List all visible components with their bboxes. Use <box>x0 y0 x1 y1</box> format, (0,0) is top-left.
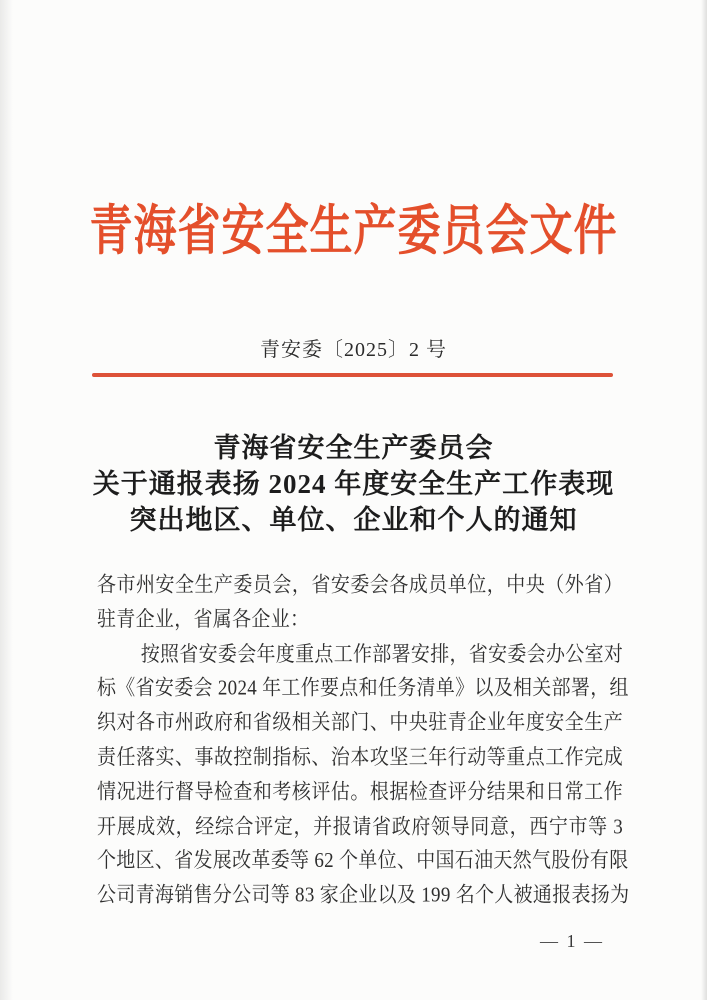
body-line: 个地区、省发展改革委等 62 个单位、中国石油天然气股份有限 <box>97 849 629 873</box>
letterhead-title: 青海省安全生产委员会文件 <box>89 202 618 262</box>
notice-title <box>0 430 707 538</box>
notice-title-line-2: 关于通报表扬 2024 年度安全生产工作表现 <box>92 469 615 499</box>
body-line: 责任落实、事故控制指标、治本攻坚三年行动等重点工作完成 <box>97 745 623 770</box>
body-line: 织对各市州政府和省级相关部门、中央驻青企业年度安全生产 <box>97 711 623 735</box>
body-line: 各市州安全生产委员会，省安委会各成员单位，中央（外省） <box>97 573 623 597</box>
body-line: 标《省安委会 2024 年工作要点和任务清单》以及相关部署，组 <box>97 676 629 701</box>
body-paragraphs <box>97 569 630 914</box>
notice-title-line-1: 青海省安全生产委员会 <box>213 433 494 463</box>
document-number: 青安委〔2025〕2 号 <box>260 339 447 361</box>
red-divider-line <box>92 373 613 377</box>
body-line: 公司青海销售分公司等 83 家企业以及 199 名个人被通报表扬为 <box>97 883 630 908</box>
notice-title-line-3: 突出地区、单位、企业和个人的通知 <box>129 505 578 535</box>
body-line: 驻青企业，省属各企业： <box>97 607 310 632</box>
page-number: — 1 — <box>540 931 604 951</box>
body-line: 情况进行督导检查和考核评估。根据检查评分结果和日常工作 <box>97 780 623 804</box>
body-line: 开展成效，经综合评定，并报请省政府领导同意，西宁市等 3 <box>97 814 623 839</box>
body-line: 按照省安委会年度重点工作部署安排，省安委会办公室对 <box>140 642 624 666</box>
